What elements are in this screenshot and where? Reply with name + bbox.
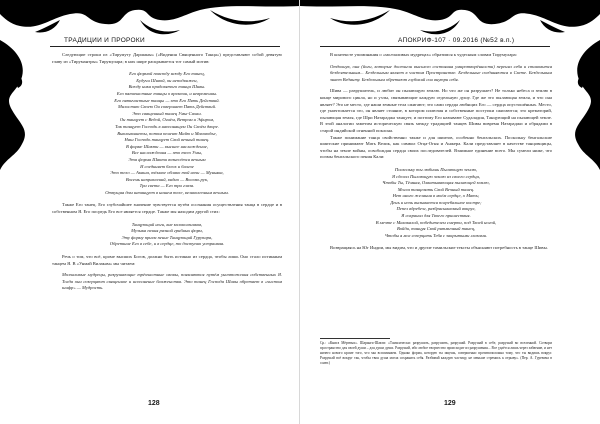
- paragraph: В контексте упоминания о «молчаливых мудрецах» обратимся к чудесным словам Тирумулара:: [330, 52, 517, 57]
- poem-line: Его пятичастные танцы о времени, и невременны.: [116, 90, 218, 96]
- header-rule: [320, 46, 550, 47]
- poem-line: Его формой повсюду всюду Его танец,: [129, 71, 205, 77]
- poem-line: Все наслаждения — это тело Умы,: [131, 150, 203, 156]
- poem-stanza: [320, 167, 552, 240]
- footnote-rule: [320, 338, 390, 339]
- poem-line: В форме Шакти — высшее наслаждение,: [125, 143, 209, 149]
- poem-line: Нет иного желания в моём сердце, о Мать;: [392, 193, 480, 199]
- poem-line: Отпущая дом штанцует в нашем теле, великолепным вечным.: [105, 189, 229, 195]
- page-number: 128: [148, 400, 160, 407]
- poem-line: Я сделал Пылающую землю из своего сердца,: [391, 173, 481, 179]
- page-number: 129: [444, 400, 456, 407]
- poem-line: Наш Господь танцует Свой вечный танец.: [124, 137, 210, 143]
- poem-line: Три света — Его три глаза.: [139, 183, 195, 189]
- poem-line: Чтобы Ты, Тёмная, Охватывающая пылающей землю,: [382, 180, 490, 186]
- poem-line: Поскольку ты любишь Пылающую землю,: [394, 166, 478, 172]
- poem-line: Я сохранил для Твоего пришествия.: [401, 213, 471, 219]
- paragraph: Возвращаясь на Юг Индии, мы видим, что и другие тамильские тексты объясняют потребность в танце Шивы.: [330, 245, 548, 251]
- tribal-ornament-right-edge-icon: [568, 40, 600, 180]
- paragraph: Шива — разрушитель, и любит он пылающую землю. Но что же он разрушает? Не только небеса и землю в конце мирового цикла, но и узлы, связывающие каждую отдельную душу. Где же это пылающая земля, и что она являет? Это не место, где наши земные тела сжигают; это сами сердца любящих Его — сердца опустошённых. Место, где уничтожается эго, он являет стояние, в котором иллюзия и собственные поступки сжигаются; это крематорий, пылающая земля, где Шри Натараджа танцует, и поэтому Его называют Судаладия, Танцующий на пылающей земле. В этой аналогии заметим историческую связь между традицией танцев Шивы вовремя Натараджи и обрядами в старой индийской огненной поклона.: [320, 88, 552, 133]
- right-page: [300, 0, 600, 424]
- tribal-ornament-top-left-icon: [0, 0, 300, 40]
- poem-line: Чтобы я мог созерцать Тебя с закрытыми глазами.: [384, 232, 488, 238]
- paragraph: Также Его танец. Его глубочайшее значение чувствуется путём осознания осуществления танца в сердце и в собственном Я. Его посредь Его все является сердце. Также мы находим другой стих:: [52, 202, 282, 215]
- poem-line: Выплывшиеты, потом пенеит Майю и Маховодье,: [117, 130, 217, 136]
- quoted-passage: Молчаливые мудрецы, разрушающие трёхчастные оковы, появляются путём уничтожения собственных Я. Тогда они созерцают священное и исполнение блаженства. Это танец Господа Шивы обретает в «чистом шифр» — Мудрость.: [62, 272, 282, 291]
- poem-line: Будучи Шивой, он неподвижен,: [136, 77, 198, 83]
- poem-stanza: [52, 71, 282, 196]
- paragraph: Также понимание танца свойственно также и для шиитов, особенно бенгальских. Поскольку бенгальские шиитские принимают Мать Велик, как символ Отца-Огня и Анжера. Кали представляет в качестве танцовщицы, чтобы на земле войны, освобождая сердца своих последователей. Взаимное единение всего. Мы сумели ниже, что поэмы бенгальского пения Кали:: [320, 134, 552, 160]
- quoted-passage: Отдохнув, она (йоги, которые достигли высшего состояния умиротворённости) перенял себя и становится бездеятельным... Бездельным являет в чистом Пространстве. Бездельные соединяются в Свете. Бездельным знает Веданту. Бездельным обретают глубокий сон внутри себя.: [330, 63, 552, 82]
- tribal-ornament-left-edge-icon: [0, 40, 32, 180]
- poem-line: И соединяет блеск и благое: [140, 163, 194, 169]
- poem-line: Музыка пения разной грибных форм,: [131, 228, 203, 234]
- poem-line: Танцующий ноги, вне колокольчиков,: [131, 221, 203, 227]
- running-header: АПОКРИФ-107 · 09.2016 (№52 в.п.): [398, 37, 515, 44]
- poem-line: Пепел вдребезг, разбрасываемый вокруг,: [396, 206, 476, 212]
- running-header: ТРАДИЦИИ И ПРОРОКИ: [64, 37, 145, 44]
- poem-line: Могла танцевать Свой Вечный танец.: [397, 186, 475, 192]
- footnote: Ср.: «Книга Мёртвых». Шаранга-Шакти: «Тамасически: разрушать, разрушить, разрушай. Разрушай в себе, разрушай во вселенной. Сотвори пространство для своей души – для души души. Разрушай, ибо любое творчество происходит из разрушения... Все удаётся лишь через забвение, и нет ничего нового кроме того, что мы вспоминаем. Однако форма, которую ты ищешь, совершенно противоположна тому, что ты видишь вокруг. Разрушай всё вокруг так, чтобы твоя душа могла сохранить себя. Разбивай каждую частицу, не меньше стремись к отрыву». (Пер. А. Гуревича в соавт.): [320, 341, 552, 365]
- poem-line: Всюду ника прадсвятого танца Шивы.: [128, 84, 206, 90]
- tribal-ornament-top-right-icon: [300, 0, 600, 40]
- left-body-text: [52, 52, 282, 297]
- poem-stanza: [52, 222, 282, 248]
- poem-line: Войди, танцуя Свой ритмичный танец,: [396, 226, 476, 232]
- poem-line: Это тело — Акаша, тёмное облако той ночи — Муньяка,: [110, 170, 224, 176]
- header-rule: [50, 46, 280, 47]
- paragraph: Следующие строки из «Тирумуту Даршаны» («Видения Священного Танца») представляют собой девятую главу из «Тирумантры» Тирумулара; в них шире раскрывается тот самый мотив:: [52, 52, 282, 64]
- poem-line: Это священный танец Умы-Сахаи.: [132, 110, 202, 116]
- poem-line: Обретшие Его в себе, и в сердце, то доступно устраивая.: [109, 241, 225, 247]
- paragraph: Речь о том, что всё, кроме высших Богов, должно быть истинно из сердца, чтобы лишь Оно стало истинным танцем Я. В «Унмай Вилакам» мы читаем:: [52, 254, 282, 266]
- poem-line: Его пятичастные танцы — это Его Пять Действий.: [114, 97, 220, 103]
- poem-line: Так танцует Господь в наполнящем Он Своём дворе.: [115, 123, 219, 129]
- poem-line: В мечте с Махакалой, победителем смерти, под Твоей ногой,: [375, 219, 497, 225]
- poem-line: Восемь направлений, видно — Восемь рук,: [125, 176, 209, 182]
- poem-line: Эту форму прием пение Танцующий Гурупара,: [121, 234, 213, 240]
- right-body-text: [320, 52, 552, 252]
- poem-line: День и ночь вызывается погребальное костре;: [390, 199, 482, 205]
- poem-line: Он танцует с Ведой, Огнём, Ветром и Эфиром,: [119, 117, 215, 123]
- poem-line: Милостию Своею Он совершает Пять Действий.: [117, 104, 217, 110]
- poem-line: Эта форма Шакти вознесётся вечным: [128, 156, 206, 162]
